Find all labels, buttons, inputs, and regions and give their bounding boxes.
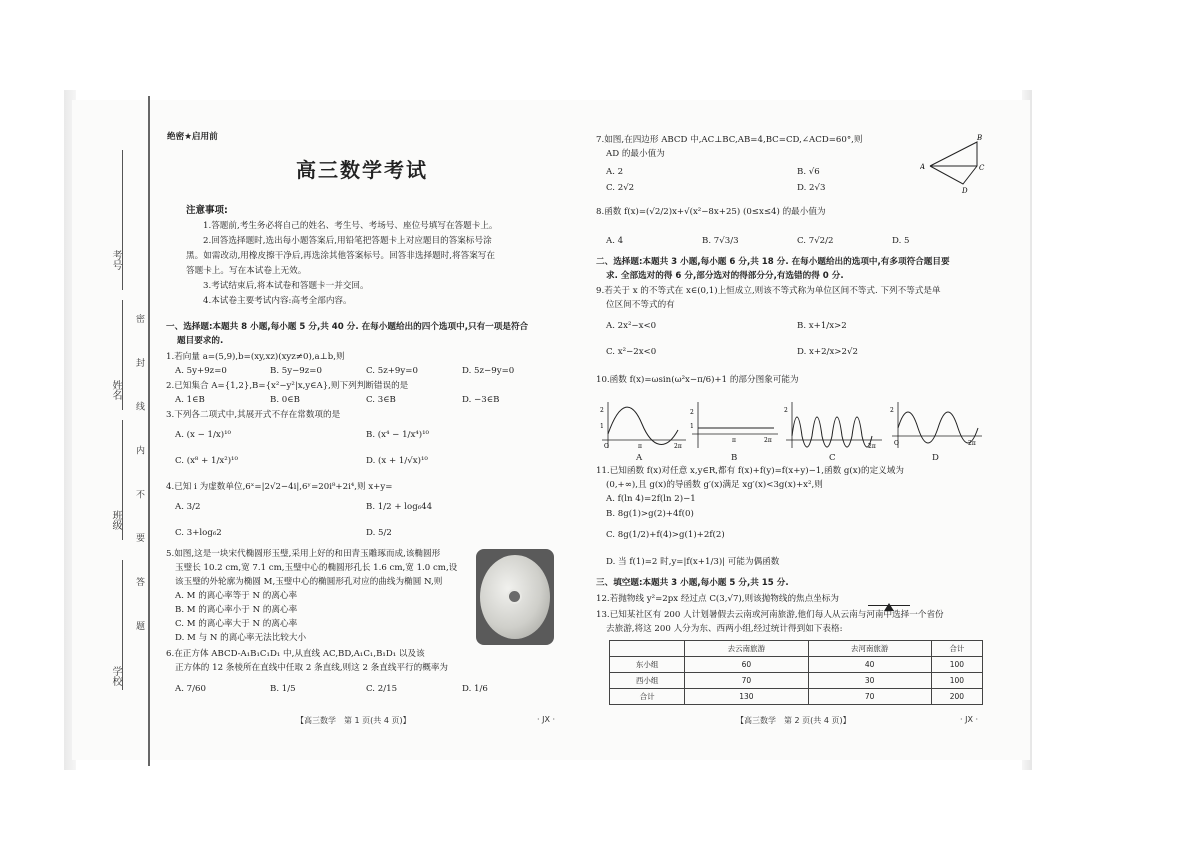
table-header-cell [610, 641, 685, 657]
jade-hole [507, 589, 522, 604]
svg-text:D: D [962, 187, 968, 195]
q5-option-b: B. M 的离心率小于 N 的离心率 [175, 605, 298, 615]
q10-label-d: D [932, 453, 939, 463]
travel-stats-table [609, 640, 983, 705]
q2-stem: 2.已知集合 A={1,2},B={x²−y²|x,y∈A},则下列判断错误的是 [166, 381, 409, 391]
table-cell: 30 [808, 673, 931, 689]
graph-b [690, 402, 778, 448]
notice-heading: 注意事项: [186, 205, 228, 216]
q9-option-c: C. x²−2x<0 [606, 347, 657, 357]
jade-bi-photo [476, 549, 554, 645]
q2-option-d: D. −3∈B [462, 395, 500, 405]
table-cell: 100 [931, 657, 982, 673]
q2-option-c: C. 3∈B [366, 395, 396, 405]
q7-stem-line: AD 的最小值为 [606, 149, 665, 159]
q5-option-d: D. M 与 N 的离心率无法比较大小 [175, 633, 307, 643]
q5-stem-line: 5.如图,这是一块宋代椭圆形玉璧,采用上好的和田青玉雕琢而成,该椭圆形 [166, 549, 441, 559]
q8-option-c: C. 7√2/2 [797, 236, 834, 246]
q10-label-c: C [829, 453, 836, 463]
q11-stem-line: 11.已知函数 f(x)对任意 x,y∈R,都有 f(x)+f(y)=f(x+y)−1,函数 g(x)的定义域为 [596, 466, 904, 476]
q11-option-c: C. 8g(1/2)+f(4)>g(1)+2f(2) [606, 530, 725, 540]
page2-code: · JX · [960, 715, 979, 724]
table-header-cell: 去云南旅游 [685, 641, 808, 657]
q8-stem: 8.函数 f(x)=(√2/2)x+√(x²−8x+25) (0≤x≤4) 的最小值为 [596, 207, 826, 217]
svg-text:2π: 2π [764, 437, 772, 444]
svg-text:A: A [920, 163, 926, 171]
svg-text:π: π [732, 437, 736, 444]
section2-heading: 二、选择题:本题共 3 小题,每小题 6 分,共 18 分. 在每小题给出的选项中,有多项符合题目要 [596, 257, 950, 267]
graph-c [784, 402, 882, 450]
q5-stem-line: 玉璧长 10.2 cm,宽 7.1 cm,玉璧中心的椭圆形孔长 1.6 cm,宽 1.0 cm,设 [175, 563, 458, 573]
school-line [122, 560, 123, 690]
table-cell: 东小组 [610, 657, 685, 673]
notice-item: 黑。如需改动,用橡皮擦干净后,再选涂其他答案标号。回答非选择题时,将答案写在 [186, 251, 495, 261]
q2-option-a: A. 1∈B [175, 395, 205, 405]
q12-stem: 12.若抛物线 y²=2px 经过点 C(3,√7),则该抛物线的焦点坐标为 [596, 594, 840, 604]
q10-label-b: B [731, 453, 738, 463]
svg-text:O: O [894, 440, 899, 447]
q6-stem-line: 6.在正方体 ABCD-A₁B₁C₁D₁ 中,从直线 AC,BD,A₁C₁,B₁D₁ 以及该 [166, 649, 425, 659]
svg-text:O: O [604, 443, 609, 450]
section3-heading: 三、填空题:本题共 3 小题,每小题 5 分,共 15 分. [596, 578, 789, 588]
q8-option-d: D. 5 [892, 236, 910, 246]
q7-option-d: D. 2√3 [797, 183, 826, 193]
q10-label-a: A [636, 453, 643, 463]
svg-text:2: 2 [600, 407, 604, 414]
q4-option-a: A. 3/2 [175, 502, 201, 512]
svg-text:2: 2 [690, 409, 694, 416]
svg-text:1: 1 [690, 423, 694, 430]
svg-text:2: 2 [784, 407, 788, 414]
table-cell: 合计 [610, 689, 685, 705]
table-cell: 70 [685, 673, 808, 689]
q8-option-b: B. 7√3/3 [702, 236, 739, 246]
q7-option-a: A. 2 [606, 167, 624, 177]
svg-text:2π: 2π [868, 443, 876, 450]
q3-option-b: B. (x⁴ − 1/x⁴)¹⁰ [366, 430, 429, 440]
q11-option-a: A. f(ln 4)=2f(ln 2)−1 [606, 494, 696, 504]
page2-footer: 【高三数学 第 2 页(共 4 页)】 [736, 716, 851, 725]
notice-item: 2.回答选择题时,选出每小题答案后,用铅笔把答题卡上对应题目的答案标号涂 [203, 236, 492, 246]
table-row [610, 689, 983, 705]
quadrilateral-figure [920, 132, 990, 196]
q3-option-c: C. (x⁸ + 1/x²)¹⁰ [175, 456, 238, 466]
svg-text:2π: 2π [674, 443, 682, 450]
q12-answer-blank[interactable] [868, 596, 910, 606]
q3-option-d: D. (x + 1/√x)¹⁰ [366, 456, 428, 466]
q9-option-b: B. x+1/x>2 [797, 321, 847, 331]
exam-title: 高三数学考试 [296, 158, 428, 182]
q1-option-b: B. 5y−9z=0 [270, 366, 322, 376]
confidential-label: 绝密★启用前 [167, 132, 218, 142]
section1-heading: 一、选择题:本题共 8 小题,每小题 5 分,共 40 分. 在每小题给出的四个选项中,只有一项是符合 [166, 322, 529, 332]
margin-class-label: 班级 [110, 510, 121, 530]
svg-text:2π: 2π [968, 440, 976, 447]
q7-option-c: C. 2√2 [606, 183, 635, 193]
table-header-row [610, 641, 983, 657]
class-line [122, 420, 123, 540]
notice-item: 3.考试结束后,将本试卷和答题卡一并交回。 [203, 281, 369, 291]
table-header-cell: 去河南旅游 [808, 641, 931, 657]
q4-option-b: B. 1/2 + log₆44 [366, 502, 433, 512]
table-cell: 130 [685, 689, 808, 705]
table-row [610, 657, 983, 673]
q11-option-d: D. 当 f(1)=2 时,y=|f(x+1/3)| 可能为偶函数 [606, 557, 780, 567]
q6-option-b: B. 1/5 [270, 684, 296, 694]
q5-option-a: A. M 的离心率等于 N 的离心率 [175, 591, 298, 601]
q7-stem-line: 7.如图,在四边形 ABCD 中,AC⊥BC,AB=4,BC=CD,∠ACD=60°,则 [596, 135, 863, 145]
margin-name-label: 姓名 [110, 380, 121, 400]
q9-option-d: D. x+2/x>2√2 [797, 347, 858, 357]
q4-stem: 4.已知 i 为虚数单位,6ˣ=|2√2−4i|,6ʸ=20i⁸+2i⁴,则 x+y= [166, 482, 393, 492]
notice-item: 答题卡上。写在本试卷上无效。 [186, 266, 307, 276]
table-cell: 100 [931, 673, 982, 689]
q9-option-a: A. 2x²−x<0 [606, 321, 657, 331]
q6-option-c: C. 2/15 [366, 684, 398, 694]
table-header-cell: 合计 [931, 641, 982, 657]
svg-text:1: 1 [600, 423, 604, 430]
notice-item: 4.本试卷主要考试内容:高考全部内容。 [203, 296, 352, 306]
q1-option-c: C. 5z+9y=0 [366, 366, 418, 376]
graph-a [600, 402, 686, 450]
notice-item: 1.答题前,考生务必将自己的姓名、考生号、考场号、座位号填写在答题卡上。 [203, 221, 498, 231]
svg-text:2: 2 [890, 407, 894, 414]
q1-stem: 1.若向量 a=(5,9),b=(xy,xz)(xyz≠0),a⊥b,则 [166, 352, 345, 362]
exam-no-line [122, 150, 123, 290]
table-cell: 40 [808, 657, 931, 673]
margin-exam-no-label: 考号 [110, 250, 121, 270]
q6-stem-line: 正方体的 12 条棱所在直线中任取 2 条直线,则这 2 条直线平行的概率为 [175, 663, 449, 673]
q5-stem-line: 该玉璧的外轮廓为椭圆 M,玉璧中心的椭圆形孔对应的曲线为椭圆 N,则 [175, 577, 443, 587]
q6-option-a: A. 7/60 [175, 684, 206, 694]
q4-option-d: D. 5/2 [366, 528, 392, 538]
q9-stem-line: 9.若关于 x 的不等式在 x∈(0,1)上恒成立,则该不等式称为单位区间不等式. 下列不等式是单 [596, 286, 941, 296]
q10-graph-options [598, 398, 988, 456]
page1-code: · JX · [537, 715, 556, 724]
q13-stem-line: 去旅游,将这 200 人分为东、西两小组,经过统计得到如下表格: [606, 624, 843, 634]
seal-line-text: 密 封 线 内 不 要 答 题 [134, 314, 144, 647]
table-cell: 60 [685, 657, 808, 673]
table-cell: 西小组 [610, 673, 685, 689]
section2-heading-cont: 求. 全部选对的得 6 分,部分选对的得部分分,有选错的得 0 分. [606, 271, 844, 281]
graph-d [890, 402, 982, 448]
q3-option-a: A. (x − 1/x)¹⁰ [175, 430, 231, 440]
svg-text:B: B [977, 134, 983, 142]
q7-option-b: B. √6 [797, 167, 820, 177]
q5-option-c: C. M 的离心率大于 N 的离心率 [175, 619, 298, 629]
q1-option-d: D. 5z−9y=0 [462, 366, 515, 376]
q4-option-c: C. 3+log₆2 [175, 528, 222, 538]
q3-stem: 3.下列各二项式中,其展开式不存在常数项的是 [166, 410, 341, 420]
q10-stem: 10.函数 f(x)=ωsin(ω²x−π/6)+1 的部分图象可能为 [596, 375, 799, 385]
table-row [610, 673, 983, 689]
q11-stem-line: (0,+∞),且 g(x)的导函数 g′(x)满足 xg′(x)<3g(x)+x²,则 [606, 480, 823, 490]
q6-option-d: D. 1/6 [462, 684, 488, 694]
binding-line [148, 96, 150, 766]
name-line [122, 300, 123, 410]
q11-option-b: B. 8g(1)>g(2)+4f(0) [606, 509, 694, 519]
q9-stem-line: 位区间不等式的有 [606, 300, 675, 310]
section1-heading-cont: 题目要求的. [177, 336, 224, 346]
svg-text:C: C [979, 164, 985, 172]
svg-text:π: π [638, 443, 642, 450]
q1-option-a: A. 5y+9z=0 [175, 366, 227, 376]
q2-option-b: B. 0∈B [270, 395, 300, 405]
margin-school-label: 学校 [110, 666, 121, 686]
q13-stem-line: 13.已知某社区有 200 人计划暑假去云南或河南旅游,他们每人从云南与河南中选择一个省份 [596, 610, 944, 620]
table-cell: 70 [808, 689, 931, 705]
table-cell: 200 [931, 689, 982, 705]
q8-option-a: A. 4 [606, 236, 624, 246]
page1-footer: 【高三数学 第 1 页(共 4 页)】 [296, 716, 411, 725]
